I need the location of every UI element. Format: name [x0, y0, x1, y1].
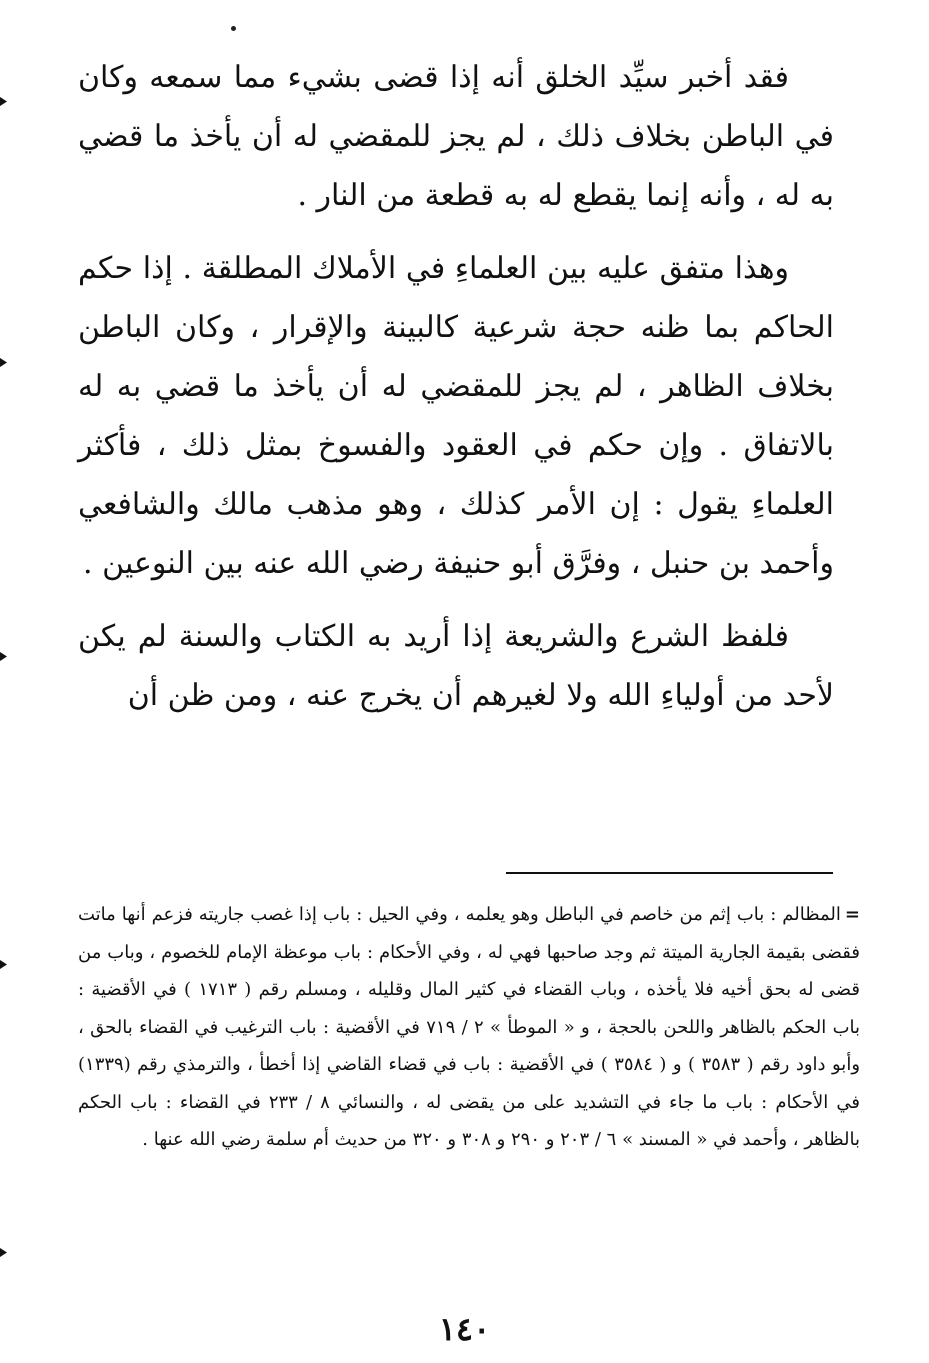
ink-speck: [231, 26, 236, 31]
footnote-text: المظالم : باب إثم من خاصم في الباطل وهو يعلمه ، وفي الحيل : باب إذا غصب جاريته فزعم أنها ماتت فقضى بقيمة الجارية الميتة ثم وجد صاحبها فهي له ، وفي الأحكام : باب موعظة الإمام للخصوم ، وباب من قضى له بحق أخيه فلا يأخذه ، وباب القضاء في كثير المال وقليله ، ومسلم رقم ( ١٧١٣ ) في الأقضية : باب الحكم بالظاهر واللحن بالحجة ، و « الموطأ » ٢ / ٧١٩ في الأقضية : باب الترغيب في القضاء بالحق ، وأبو داود رقم ( ٣٥٨٣ ) و ( ٣٥٨٤ ) في الأقضية : باب في قضاء القاضي إذا أخطأ ، والترمذي رقم (١٣٣٩) في الأحكام : باب ما جاء في التشديد على من يقضى له ، والنسائي ٨ / ٢٣٣ في القضاء : باب الحكم بالظاهر ، وأحمد في « المسند » ٦ / ٢٠٣ و ٢٩٠ و ٣٠٨ و ٣٢٠ من حديث أم سلمة رضي الله عنها .: [78, 904, 861, 1150]
paragraph-1: فقد أخبر سيِّد الخلق أنه إذا قضى بشيء مما سمعه وكان في الباطن بخلاف ذلك ، لم يجز للمقضي له أن يأخذ ما قضي به له ، وأنه إنما يقطع له به قطعة من النار .: [78, 60, 834, 213]
left-edge-mark: [0, 1248, 7, 1257]
footnote-text-line: [78, 896, 860, 1159]
paragraph-3: فلفظ الشرع والشريعة إذا أريد به الكتاب والسنة لم يكن لأحد من أولياءِ الله ولا لغيرهم أن يخرج عنه ، ومن ظن أن: [78, 619, 834, 713]
main-text-block: [78, 48, 834, 725]
left-edge-mark: [0, 960, 7, 969]
page-number: ١٤٠: [438, 1310, 491, 1348]
paragraph-2: وهذا متفق عليه بين العلماءِ في الأملاك المطلقة . إذا حكم الحاكم بما ظنه حجة شرعية كالبينة والإقرار ، وكان الباطن بخلاف الظاهر ، لم يجز للمقضي له أن يأخذ ما قضي به له بالاتفاق . وإن حكم في العقود والفسوخ بمثل ذلك ، فأكثر العلماءِ يقول : إن الأمر كذلك ، وهو مذهب مالك والشافعي وأحمد بن حنبل ، وفرَّق أبو حنيفة رضي الله عنه بين النوعين .: [78, 251, 834, 581]
footnote-block: [78, 896, 860, 1159]
left-edge-mark: [0, 97, 7, 106]
left-edge-mark: [0, 358, 7, 367]
footnote-divider: [506, 872, 833, 874]
footnote-continuation-mark: =: [844, 904, 860, 925]
left-edge-mark: [0, 652, 7, 661]
